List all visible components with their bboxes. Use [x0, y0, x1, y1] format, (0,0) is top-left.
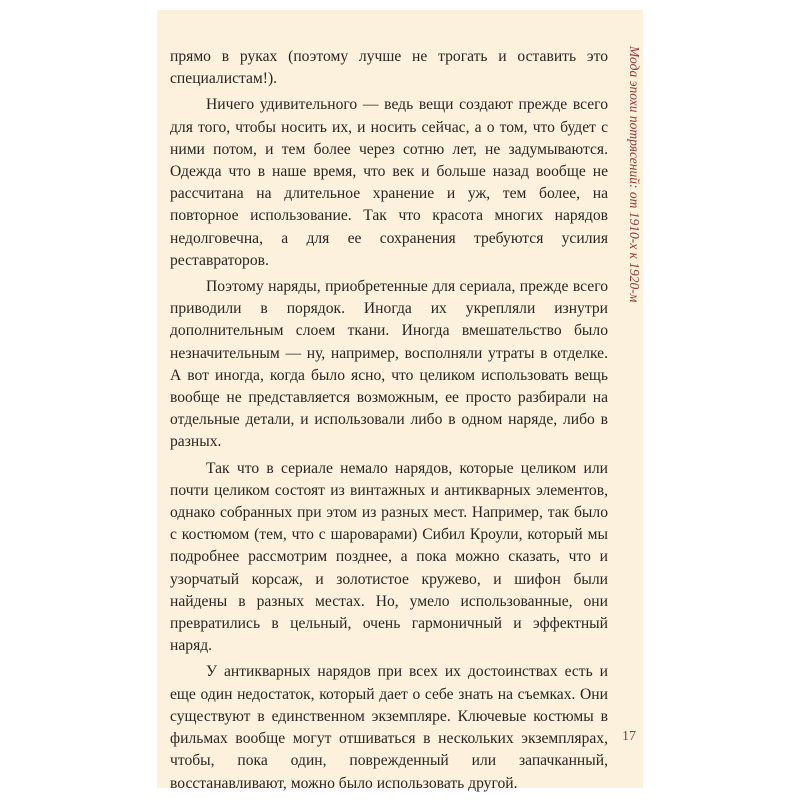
paragraph-1: прямо в руках (поэтому лучше не трогать и оставить это специалистам!). — [170, 48, 608, 88]
paragraph-2: Ничего удивительного — ведь вещи создают прежде всего для того, чтобы носить их, и носить сейчас, а о том, что будет с ними потом, и тем более через сотню лет, не задумываются. Одежда что в наше время, что век и больше назад вообще не рассчитана на длительное хранение и уж, тем более, на повторное использование. Так что красота многих нарядов недолговечна, а для ее сохранения требуются усилия реставраторов. — [170, 96, 608, 269]
paragraph-4: Так что в сериале немало нарядов, которые целиком или почти целиком состоят из винтажных и антикварных элементов, однако собранных при этом из разных мест. Например, так было с костюмом (тем, что с шароварами) Сибил Кроули, который мы подробнее рассмотрим позднее, а пока можно сказать, что и узорчатый корсаж, и золотистое кружево, и шифон были найдены в разных местах. Но, умело использованные, они превратились в цельный, очень гармоничный и эффектный наряд. — [170, 459, 608, 655]
paragraph-3: Поэтому наряды, приобретенные для сериала, прежде всего приводили в порядок. Иногда их укрепляли изнутри дополнительным слоем ткани. Иногда вмешательство было незначительным — ну, например, восполняли утраты в отделке. А вот иногда, когда было ясно, что целиком использовать вещь вообще не представляется возможным, ее просто разбирали на отдельные детали, и использовали либо в одном наряде, либо в разных. — [170, 278, 608, 451]
paragraph-5: У антикварных нарядов при всех их достоинствах есть и еще один недостаток, который дает о себе знать на съемках. Они существуют в единственном экземпляре. Ключевые костюмы в фильмах вообще могут отшиваться в нескольких экземплярах, чтобы, пока один, поврежденный или запачканный, восстанавливают, можно было использовать другой. — [170, 663, 608, 792]
page-number: 17 — [622, 729, 636, 744]
body-text — [170, 46, 608, 799]
running-head-title: Мода эпохи потрясений: от 1910-х к 1920-м — [627, 46, 642, 303]
